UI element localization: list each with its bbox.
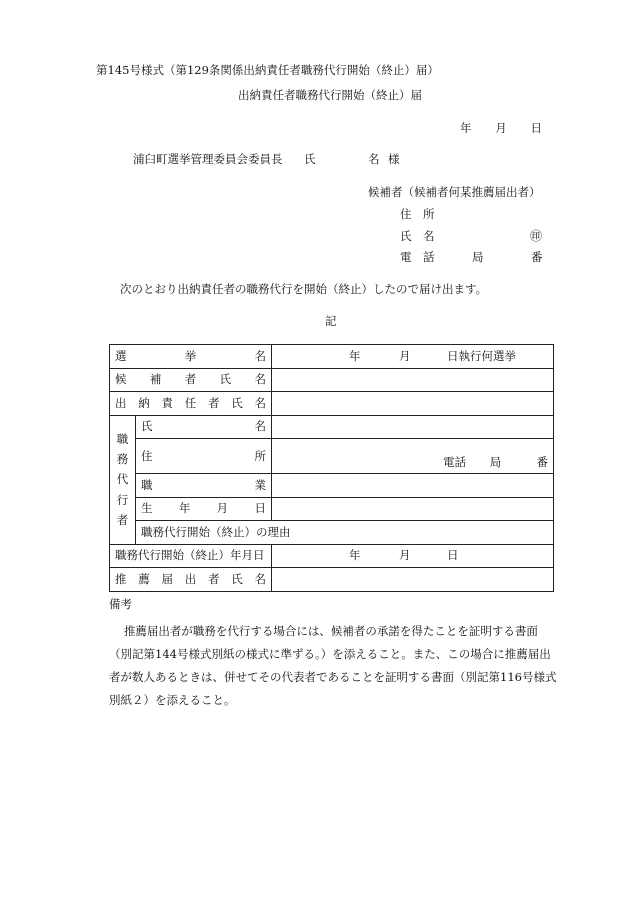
row-treasurer xyxy=(110,392,554,416)
label-election: 選 挙 名 xyxy=(110,345,272,369)
form-table xyxy=(109,344,554,592)
label-agent-birth: 生 年 月 日 xyxy=(136,497,272,521)
field-agent-address[interactable]: 電話 局 番 xyxy=(272,439,554,474)
field-agent-birth[interactable] xyxy=(272,497,554,521)
label-candidate: 候 補 者 氏 名 xyxy=(110,368,272,392)
label-recommender: 推 薦 届 出 者 氏 名 xyxy=(110,568,272,592)
form-number: 第145号様式（第129条関係出納責任者職務代行開始（終止）届） xyxy=(96,63,439,77)
addressee-sama: 様 xyxy=(388,152,400,166)
row-agent-name xyxy=(110,415,554,439)
date-line xyxy=(460,122,542,136)
date-year: 年 xyxy=(460,121,472,135)
ki-label: 記 xyxy=(325,314,337,328)
row-agent-birth xyxy=(110,497,554,521)
label-agent-address: 住 所 xyxy=(136,439,272,474)
row-reason xyxy=(110,521,554,545)
date-day: 日 xyxy=(530,121,542,135)
field-agent-job[interactable] xyxy=(272,474,554,498)
notes-body xyxy=(109,620,559,712)
label-reason: 職務代行開始（終止）の理由 xyxy=(136,521,554,545)
label-start-date: 職務代行開始（終止）年月日 xyxy=(110,544,272,568)
sender-name-label: 氏 名 xyxy=(400,229,435,243)
sender-phone-label: 電 話 xyxy=(400,250,435,264)
row-agent-address xyxy=(110,439,554,474)
statement-text: 次のとおり出納責任者の職務代行を開始（終止）したので届け出ます。 xyxy=(120,282,488,296)
field-election[interactable]: 年 月 日執行何選挙 xyxy=(272,345,554,369)
row-recommender xyxy=(110,568,554,592)
row-agent-job xyxy=(110,474,554,498)
row-start-date xyxy=(110,544,554,568)
label-agent-group: 職 務 代 行 者 xyxy=(110,415,136,544)
label-agent-name: 氏 名 xyxy=(136,415,272,439)
field-candidate-name[interactable] xyxy=(272,368,554,392)
field-recommender-name[interactable] xyxy=(272,568,554,592)
sender-phone-ban: 番 xyxy=(531,250,543,264)
row-candidate xyxy=(110,368,554,392)
document-title: 出納責任者職務代行開始（終止）届 xyxy=(238,88,422,102)
notes-text: 推薦届出者が職務を代行する場合には、候補者の承諾を得たことを証明する書面（別記第144号様式別紙の様式に準ずる。）を添えること。また、この場合に推薦届出者が数人あるときは、併せてその代表者であることを証明する書面（別記第116号様式別紙２）を添えること。 xyxy=(109,624,557,707)
label-agent-job: 職 業 xyxy=(136,474,272,498)
seal-mark: ㊞ xyxy=(530,229,543,243)
sender-address-label: 住 所 xyxy=(400,207,435,221)
row-election xyxy=(110,345,554,369)
field-agent-name[interactable] xyxy=(272,415,554,439)
notes-heading: 備考 xyxy=(109,597,132,611)
addressee-shi: 氏 xyxy=(304,152,316,166)
addressee-mei: 名 xyxy=(368,152,380,166)
sender-label: 候補者（候補者何某推薦届出者） xyxy=(368,185,541,199)
label-treasurer: 出 納 責 任 者 氏 名 xyxy=(110,392,272,416)
date-month: 月 xyxy=(495,121,507,135)
sender-phone-kyoku: 局 xyxy=(472,250,484,264)
field-start-date[interactable]: 年 月 日 xyxy=(272,544,554,568)
addressee-title: 浦臼町選挙管理委員会委員長 xyxy=(133,152,283,166)
field-treasurer-name[interactable] xyxy=(272,392,554,416)
